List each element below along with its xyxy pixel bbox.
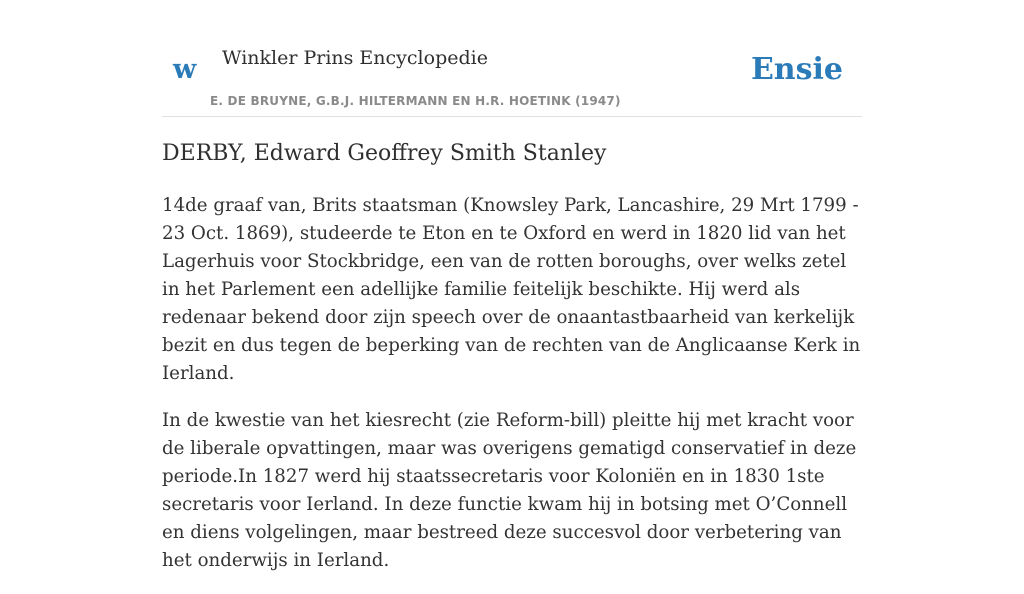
site-logo-icon[interactable]: w	[173, 54, 197, 85]
page	[162, 0, 862, 571]
article-paragraph-2: In de kwestie van het kiesrecht (zie Reform-bill) pleitte hij met kracht voor de liberale opvattingen, maar was overigens gematigd conservatief in deze periode.In 1827 werd hij staatssecretaris voor Koloniën en in 1830 1ste secretaris voor Ierland. In deze functie kwam hij in botsing met O’Connell en diens volgelingen, maar bestreed deze succesvol door verbetering van het onderwijs in Ierland.	[162, 410, 857, 571]
article-body	[162, 192, 862, 594]
authors-byline: E. DE BRUYNE, G.B.J. HILTERMANN EN H.R. HOETINK (1947)	[210, 94, 621, 108]
article-title: DERBY, Edward Geoffrey Smith Stanley	[162, 141, 607, 166]
article-paragraph-1: 14de graaf van, Brits staatsman (Knowsley Park, Lancashire, 29 Mrt 1799 - 23 Oct. 1869), studeerde te Eton en te Oxford en werd in 1820 lid van het Lagerhuis voor Stockbridge, een van de rotten boroughs, over welks zetel in het Parlement een adellijke familie feitelijk beschikte. Hij werd als redenaar bekend door zijn speech over de onaantastbaarheid van kerkelijk bezit en dus tegen de beperking van de rechten van de Anglicaanse Kerk in Ierland.	[162, 195, 861, 384]
ensie-brand-link[interactable]: Ensie	[750, 52, 843, 87]
site-title-link[interactable]: Winkler Prins Encyclopedie	[222, 47, 488, 69]
site-header	[162, 0, 862, 117]
